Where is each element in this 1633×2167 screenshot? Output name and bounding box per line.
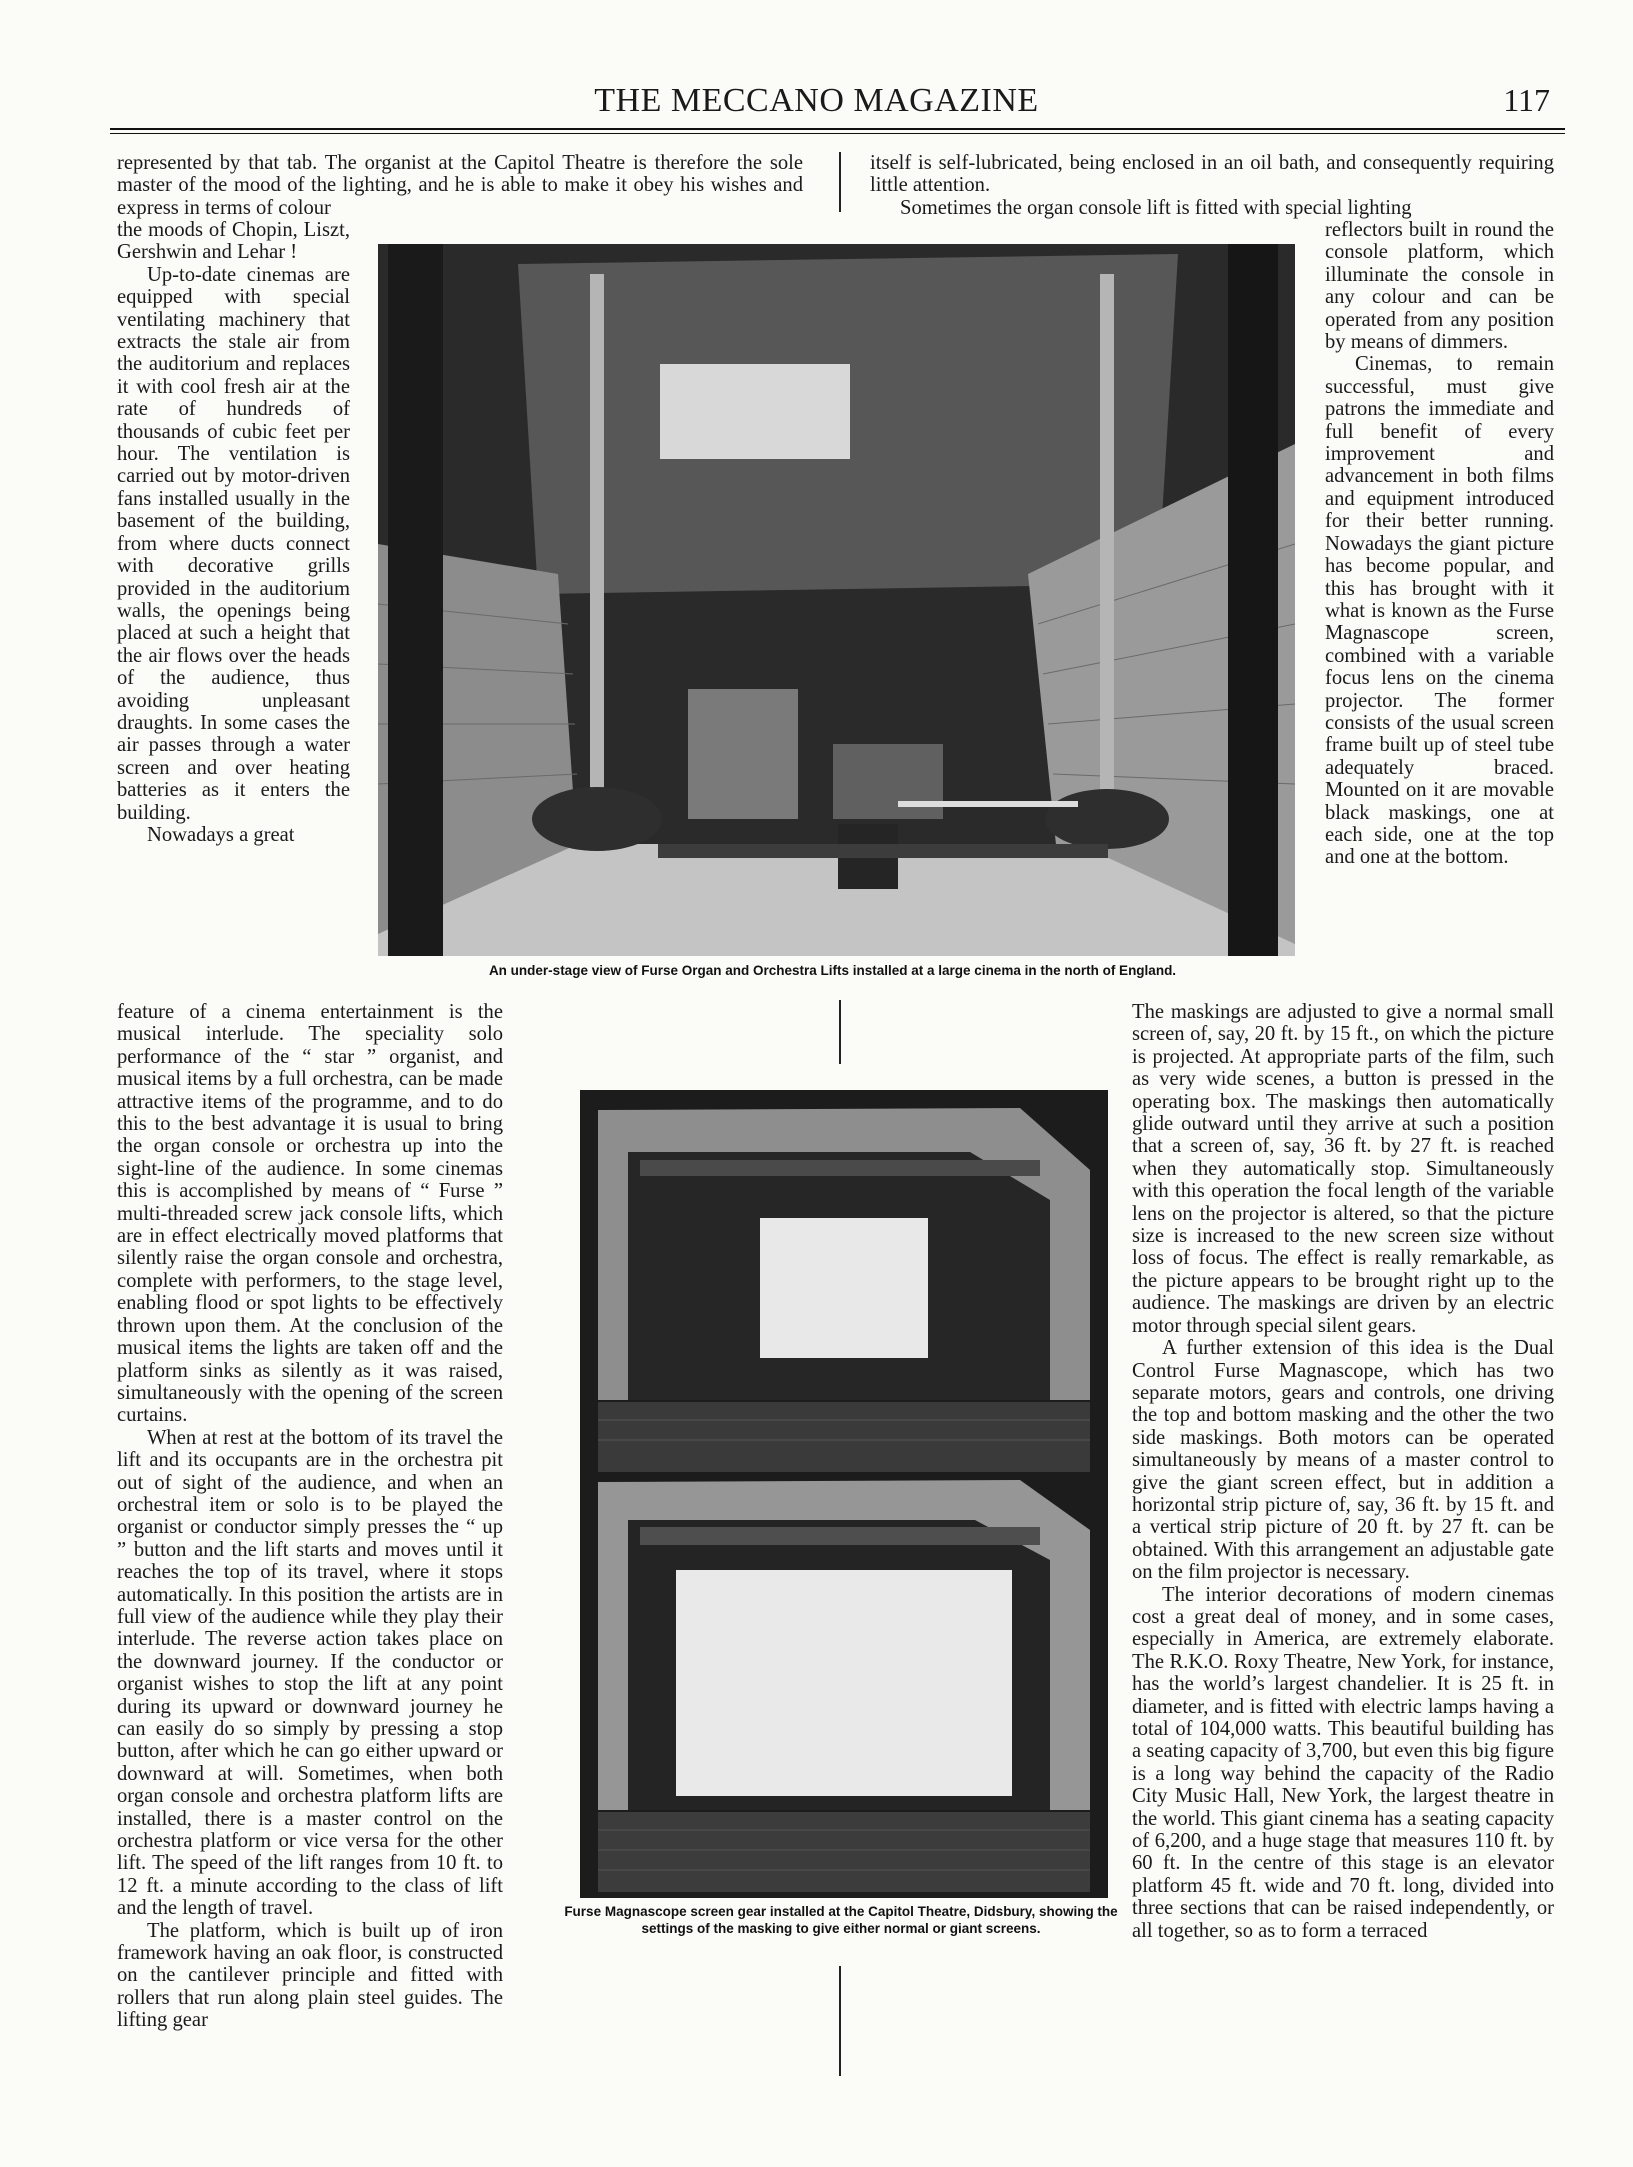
header-rule-thin	[110, 133, 1565, 134]
paragraph: Sometimes the organ console lift is fitted with special lighting	[900, 196, 1412, 219]
photo-magnascope-screens	[580, 1090, 1108, 1898]
column-divider-middle	[839, 1000, 841, 1064]
paragraph: The platform, which is built up of iron framework having an oak floor, is constructed on the cantilever principle and fitted with rollers that run along plain steel guides. The lifting gear	[117, 1919, 503, 2032]
paragraph: reflectors built in round the console platform, which illuminate the console in any colour and can be operated from any position by means of dimmers.	[1325, 219, 1554, 354]
article-top-left	[117, 152, 803, 219]
column-divider-bottom	[839, 1966, 841, 2076]
paragraph: Up-to-date cinemas are equipped with special ventilating machinery that extracts the stale air from the auditorium and replaces it with cool fresh air at the rate of hundreds of thousands of cubic feet per hour. The ventilation is carried out by motor-driven fans installed usually in the basement of the building, from where ducts connect with decorative grills provided in the auditorium walls, the openings being placed at such a height that the air flows over the heads of the audience, thus avoiding unpleasant draughts. In some cases the air passes through a water screen and over heating batteries as it enters the building.	[117, 263, 350, 824]
paragraph: When at rest at the bottom of its travel the lift and its occupants are in the orchestra pit out of sight of the audience, and when an orchestral item or solo is to be played the organist or conductor simply presses the “ up ” button and the lift starts and moves until it reaches the top of its travel, where it stops automatically. In this position the artists are in full view of the audience while they play their interlude. The reverse action takes place on the downward journey. If the conductor or organist wishes to stop the lift at any point during its upward or downward journey he can easily do so simply by pressing a stop button, after which he can go either upward or downward at will. Sometimes, when both organ console and orchestra platform lifts are installed, there is a master control on the orchestra platform or vice versa for the other lift. The speed of the lift ranges from 10 ft. to 12 ft. a minute according to the class of lift and the length of travel.	[117, 1426, 503, 1920]
article-left-narrow	[117, 219, 350, 846]
paragraph: Cinemas, to remain successful, must give patrons the immediate and full benefit of every improvement and advancement in both films and equipment introduced for their better running. Nowadays the giant picture has become popular, and this has brought with it what is known as the Furse Magnascope screen, combined with a variable focus lens on the cinema projector. The former consists of the usual screen frame built up of steel tube adequately braced. Mounted on it are movable black maskings, one at each side, one at the top and one at the bottom.	[1325, 353, 1554, 869]
magnascope-illustration	[580, 1090, 1108, 1898]
paragraph: feature of a cinema entertainment is the musical interlude. The speciality solo performance of the “ star ” organist, and musical items by a full orchestra, can be made attractive items of the programme, and to do this to the best advantage it is usual to bring the organ console or orchestra up into the sight-line of the audience. In some cinemas this is accomplished by means of “ Furse ” multi-threaded screw jack console lifts, which are in effect electrically moved platforms that silently raise the organ console and orchestra, complete with performers, to the stage level, enabling flood or spot lights to be effectively thrown upon them. At the conclusion of the musical items the lights are taken off and the platform sinks as silently as it was raised, simultaneously with the opening of the screen curtains.	[117, 1001, 503, 1427]
paragraph: Nowadays a great	[147, 823, 295, 846]
under-stage-illustration	[378, 244, 1295, 956]
paragraph: The interior decorations of modern cinemas cost a great deal of money, and in some cases, especially in America, are extremely elaborate. The R.K.O. Roxy Theatre, New York, for instance, has the world’s largest chandelier. It is 25 ft. in diameter, and is fitted with electric lamps having a total of 104,000 watts. This beautiful building has a seating capacity of 3,700, but even this big figure is a long way behind the capacity of the Radio City Music Hall, New York, the largest theatre in the world. This giant cinema has a seating capacity of 6,200, and a huge stage that measures 110 ft. by 60 ft. In the centre of this stage is an elevator platform 45 ft. wide and 70 ft. long, divided into three sections that can be raised independently, or all together, so as to form a terraced	[1132, 1583, 1554, 1942]
paragraph: itself is self-lubricated, being enclosed in an oil bath, and consequently requiring little attention.	[870, 152, 1554, 197]
article-top-right	[870, 152, 1554, 219]
magazine-title: THE MECCANO MAGAZINE	[594, 82, 1039, 119]
header-rule	[110, 128, 1565, 130]
column-divider-top	[839, 152, 841, 212]
caption-magnascope: Furse Magnascope screen gear installed at the Capitol Theatre, Didsbury, showing the settings of the masking to give either normal or giant screens.	[564, 1904, 1118, 1936]
paragraph: the moods of Chopin, Liszt, Gershwin and Lehar !	[117, 219, 350, 264]
photo-under-stage-lifts	[378, 244, 1295, 956]
paragraph: represented by that tab. The organist at the Capitol Theatre is therefore the sole master of the mood of the lighting, and he is able to make it obey his wishes and express in terms of colour	[117, 152, 803, 219]
paragraph: The maskings are adjusted to give a normal small screen of, say, 20 ft. by 15 ft., on which the picture is projected. At appropriate parts of the film, such as very wide scenes, a button is pressed in the operating box. The maskings then automatically glide outward until they arrive at such a position that a screen of, say, 36 ft. by 27 ft. is reached when they automatically stop. Simultaneously with this operation the focal length of the variable lens on the projector is altered, so that the picture size is increased to the new screen size without loss of focus. The effect is really remarkable, as the picture appears to be brought right up to the audience. The maskings are driven by an electric motor through special silent gears.	[1132, 1001, 1554, 1337]
paragraph: A further extension of this idea is the Dual Control Furse Magnascope, which has two separate motors, gears and controls, one driving the top and bottom masking and the other the two side maskings. Both motors can be operated simultaneously by means of a master control to give the giant screen effect, but in addition a horizontal strip picture of, say, 36 ft. by 15 ft. and a vertical strip picture of 20 ft. by 27 ft. can be obtained. With this arrangement an adjustable gate on the film projector is necessary.	[1132, 1337, 1554, 1584]
caption-under-stage: An under-stage view of Furse Organ and Orchestra Lifts installed at a large cinema in the north of England.	[488, 963, 1177, 978]
page-number: 117	[1503, 82, 1550, 118]
article-right-narrow	[1325, 219, 1554, 869]
